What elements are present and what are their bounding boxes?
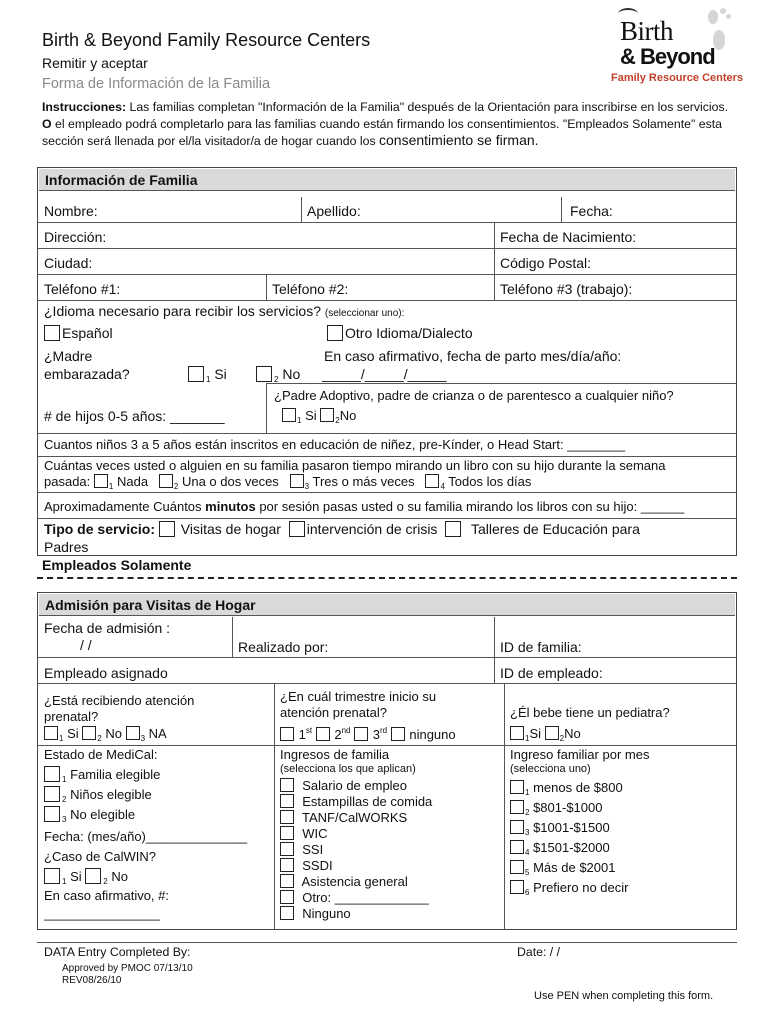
ingreso-mes-item-1[interactable]: $_1$ menos de $800 — [510, 780, 623, 797]
trimestre-2-checkbox[interactable] — [316, 727, 330, 741]
empleados-solamente: Empleados Solamente — [42, 557, 192, 573]
date-field[interactable]: Date: / / — [517, 945, 561, 959]
apellido-field[interactable]: Apellido: — [307, 203, 361, 219]
ingresos-hint: (selecciona los que aplican) — [280, 763, 416, 775]
ingreso-item-estampillas[interactable]: Estampillas de comida — [280, 794, 432, 809]
ingreso-mes-checkbox[interactable] — [510, 840, 524, 854]
telefono3-field[interactable]: Teléfono #3 (trabajo): — [500, 281, 633, 297]
ingreso-item-ssi[interactable]: SSI — [280, 842, 323, 857]
pediatra-no-checkbox[interactable] — [545, 726, 559, 740]
ingreso-item-salario[interactable]: Salario de empleo — [280, 778, 407, 793]
logo-frc: Family Resource Centers — [611, 72, 744, 84]
medical-label: Estado de MediCal: — [44, 747, 158, 762]
libro-options: pasada: $_1$ Nada $_2$ Una o dos veces $_3$ Tres o más veces $_4$ Todos los días — [44, 474, 532, 491]
idioma-question: ¿Idioma necesario para recibir los servicios? (seleccionar uno): — [44, 303, 405, 319]
prenatal-options: $_1$ Si $_2$ No $_3$ NA — [44, 726, 167, 743]
familia-elegible-checkbox[interactable] — [44, 766, 60, 782]
empleado-field[interactable]: Empleado asignado — [44, 665, 168, 681]
adoptivo-no-checkbox[interactable] — [320, 408, 334, 422]
ingreso-item-asistencia[interactable]: Asistencia general — [280, 874, 408, 889]
page-subtitle: Remitir y aceptar — [42, 55, 148, 71]
ingreso-mes-item-2[interactable]: $_2$ $801-$1000 — [510, 800, 602, 817]
madre-label-1: ¿Madre — [44, 348, 93, 364]
ingresos-label: Ingresos de familia — [280, 747, 390, 762]
ingreso-checkbox[interactable] — [280, 842, 294, 856]
trimestre-3-checkbox[interactable] — [354, 727, 368, 741]
ingreso-checkbox[interactable] — [280, 778, 294, 792]
fecha-admision-label: Fecha de admisión : — [44, 620, 171, 636]
ingreso-item-wic[interactable]: WIC — [280, 826, 328, 841]
id-empleado-field[interactable]: ID de empleado: — [500, 665, 603, 681]
madre-no-checkbox[interactable] — [256, 366, 272, 382]
madre-si-option[interactable]: $_1$ Si — [188, 366, 227, 384]
ingreso-mes-item-5[interactable]: $_5$ Más de $2001 — [510, 860, 615, 877]
family-info-section — [37, 167, 737, 556]
todos-checkbox[interactable] — [425, 474, 439, 488]
ingreso-checkbox[interactable] — [280, 874, 294, 888]
ingreso-checkbox[interactable] — [280, 890, 294, 904]
fecha-nacimiento-field[interactable]: Fecha de Nacimiento: — [500, 229, 637, 245]
pen-note: Use PEN when completing this form. — [534, 990, 714, 1002]
otro-idioma-checkbox[interactable] — [327, 325, 343, 341]
ingreso-checkbox[interactable] — [280, 906, 294, 920]
una-dos-checkbox[interactable] — [159, 474, 173, 488]
footer-divider — [37, 942, 737, 943]
trimestre-options: 1st 2nd 3rd ninguno — [280, 726, 456, 742]
prenatal-na-checkbox[interactable] — [126, 726, 140, 740]
ingreso-item-ssdi[interactable]: SSDI — [280, 858, 333, 873]
trimestre-ninguno-checkbox[interactable] — [391, 727, 405, 741]
telefono1-field[interactable]: Teléfono #1: — [44, 281, 121, 297]
ninos-elegible-option[interactable]: $_2$ Niños elegible — [44, 786, 152, 804]
admision-section — [37, 592, 737, 930]
afirmativo-field[interactable]: ________________ — [44, 906, 160, 921]
padres-label: Padres — [44, 539, 89, 555]
ingreso-mes-checkbox[interactable] — [510, 880, 524, 894]
ingreso-checkbox[interactable] — [280, 794, 294, 808]
madre-si-checkbox[interactable] — [188, 366, 204, 382]
hijos-field[interactable]: # de hijos 0-5 años: _______ — [44, 408, 225, 424]
fecha-admision-field[interactable]: / / — [80, 637, 92, 653]
cut-line — [37, 577, 737, 579]
tres-mas-checkbox[interactable] — [290, 474, 304, 488]
madre-no-option[interactable]: $_2$ No — [256, 366, 300, 384]
crisis-checkbox[interactable] — [289, 521, 305, 537]
pediatra-options: $_1$Si $_2$No — [510, 726, 581, 743]
ingreso-mes-item-6[interactable]: $_6$ Prefiero no decir — [510, 880, 628, 897]
telefono2-field[interactable]: Teléfono #2: — [272, 281, 349, 297]
ciudad-field[interactable]: Ciudad: — [44, 255, 93, 271]
fecha-field[interactable]: Fecha: — [570, 203, 613, 219]
no-elegible-checkbox[interactable] — [44, 806, 60, 822]
tipo-servicio: Tipo de servicio: Visitas de hogar intervención de crisis Talleres de Educación para — [44, 521, 640, 537]
birth-beyond-logo — [610, 6, 744, 86]
adoptivo-si-checkbox[interactable] — [282, 408, 296, 422]
madre-label-2: embarazada? — [44, 366, 130, 382]
id-familia-field[interactable]: ID de familia: — [500, 639, 582, 655]
approved-text: Approved by PMOC 07/13/10 — [62, 963, 193, 974]
nada-checkbox[interactable] — [94, 474, 108, 488]
realizado-field[interactable]: Realizado por: — [238, 639, 329, 655]
ingreso-item-ninguno[interactable]: Ninguno — [280, 906, 351, 921]
afirmativo-label: En caso afirmativo, #: — [44, 888, 169, 903]
ingreso-mes-label: Ingreso familiar por mes — [510, 747, 650, 762]
ingreso-mes-item-3[interactable]: $_3$ $1001-$1500 — [510, 820, 610, 837]
pediatra-q: ¿Él bebe tiene un pediatra? — [510, 705, 670, 720]
family-info-heading: Información de Familia — [39, 169, 735, 191]
parto-date-field[interactable]: _____/_____/_____ — [322, 366, 447, 382]
calwin-si-checkbox[interactable] — [44, 868, 60, 884]
parto-label: En caso afirmativo, fecha de parto mes/día/año: — [324, 348, 622, 364]
espanol-checkbox[interactable] — [44, 325, 60, 341]
prenatal-no-checkbox[interactable] — [82, 726, 96, 740]
rev-text: REV08/26/10 — [62, 975, 122, 986]
ingreso-mes-hint: (selecciona uno) — [510, 763, 591, 775]
ingreso-mes-checkbox[interactable] — [510, 820, 524, 834]
talleres-checkbox[interactable] — [445, 521, 461, 537]
ingreso-item-otro[interactable]: Otro: _____________ — [280, 890, 429, 905]
ingreso-checkbox[interactable] — [280, 858, 294, 872]
calwin-q: ¿Caso de CalWIN? — [44, 849, 156, 864]
ingreso-checkbox[interactable] — [280, 826, 294, 840]
minutos-field[interactable]: Aproximadamente Cuántos minutos por sesión pasas usted o su familia mirando los libros con su hijo: ______ — [44, 499, 685, 514]
trimestre-q2: atención prenatal? — [280, 705, 387, 720]
data-entry-field[interactable]: DATA Entry Completed By: — [44, 945, 191, 959]
familia-elegible-option[interactable]: $_1$ Familia elegible — [44, 766, 160, 784]
prenatal-si-checkbox[interactable] — [44, 726, 58, 740]
trimestre-1-checkbox[interactable] — [280, 727, 294, 741]
instructions: Instrucciones: Las familias completan "Información de la Familia" después de la Orientación para inscribirse en los servicios. O el empleado podrá completarlo para las familias cuando están firmando los consentimientos. "Empleados Solamente" esta sección será llenada por el/la visitador/a de hogar cuando los consentimiento se firman. — [42, 100, 729, 148]
prenatal-q2: prenatal? — [44, 709, 99, 724]
pediatra-si-checkbox[interactable] — [510, 726, 524, 740]
adoptivo-si-option[interactable]: $_1$ Si $_2$No — [282, 408, 356, 425]
calwin-options: $_1$ Si $_2$ No — [44, 868, 128, 886]
fecha-mesano-field[interactable]: Fecha: (mes/año)______________ — [44, 829, 248, 844]
otro-idioma-option[interactable]: Otro Idioma/Dialecto — [327, 325, 473, 341]
espanol-option[interactable]: Español — [44, 325, 113, 341]
ingreso-mes-checkbox[interactable] — [510, 780, 524, 794]
codigo-postal-field[interactable]: Código Postal: — [500, 255, 592, 271]
no-elegible-option[interactable]: $_3$ No elegible — [44, 806, 135, 824]
trimestre-q1: ¿En cuál trimestre inicio su — [280, 689, 437, 704]
visitas-checkbox[interactable] — [159, 521, 175, 537]
prenatal-q1: ¿Está recibiendo atención — [44, 693, 195, 708]
ingreso-mes-checkbox[interactable] — [510, 800, 524, 814]
ingreso-checkbox[interactable] — [280, 810, 294, 824]
ingreso-mes-item-4[interactable]: $_4$ $1501-$2000 — [510, 840, 610, 857]
calwin-no-checkbox[interactable] — [85, 868, 101, 884]
ingreso-item-tanf[interactable]: TANF/CalWORKS — [280, 810, 407, 825]
logo-birth: Birth — [620, 16, 674, 46]
adoptivo-question: ¿Padre Adoptivo, padre de crianza o de parentesco a cualquier niño? — [274, 388, 674, 403]
libro-question: Cuántas veces usted o alguien en su familia pasaron tiempo mirando un libro con su hijo durante la semana — [44, 458, 666, 473]
form-title: Forma de Información de la Familia — [42, 76, 271, 92]
ninos-elegible-checkbox[interactable] — [44, 786, 60, 802]
admision-heading: Admisión para Visitas de Hogar — [39, 594, 735, 616]
page-title: Birth & Beyond Family Resource Centers — [42, 30, 371, 50]
direccion-field[interactable]: Dirección: — [44, 229, 107, 245]
ingreso-mes-checkbox[interactable] — [510, 860, 524, 874]
logo-beyond: & Beyond — [620, 44, 715, 69]
nombre-field[interactable]: Nombre: — [44, 203, 98, 219]
ninos-3a5-field[interactable]: Cuantos niños 3 a 5 años están inscritos en educación de niñez, pre-Kínder, o Head Start: ________ — [44, 437, 626, 452]
